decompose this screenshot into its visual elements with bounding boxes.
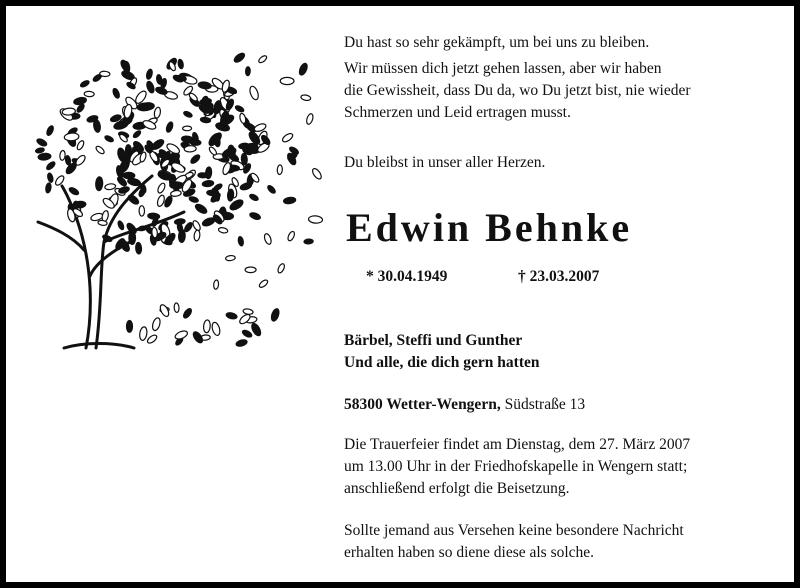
leaf-icon xyxy=(280,77,294,84)
leaf-icon xyxy=(245,267,256,273)
leaf-icon xyxy=(227,189,234,201)
leaf-icon xyxy=(248,85,260,101)
leaf-icon xyxy=(225,255,235,261)
leaf-icon xyxy=(194,230,201,241)
leaf-icon xyxy=(245,67,250,76)
leaf-icon xyxy=(117,220,125,231)
leaf-icon xyxy=(36,137,48,147)
intro-paragraph-line: Wir müssen dich jetzt gehen lassen, aber wir haben xyxy=(344,60,662,77)
leaf-icon xyxy=(225,312,237,320)
leaf-icon xyxy=(227,152,240,163)
intro-paragraph-line: Schmerzen und Leid ertragen musst. xyxy=(344,104,571,121)
leaf-icon xyxy=(249,211,262,220)
ceremony-line: um 13.00 Uhr in der Friedhofskapelle in Wengern statt; xyxy=(344,458,688,475)
leaf-icon xyxy=(311,167,323,180)
address-street: Südstraße 13 xyxy=(500,396,586,413)
leaf-icon xyxy=(159,303,171,317)
footnote-line: erhalten haben so diene diese als solche. xyxy=(344,544,595,561)
leaf-icon xyxy=(246,143,258,149)
leaf-icon xyxy=(104,135,115,144)
leaf-icon xyxy=(146,334,158,345)
leaf-icon xyxy=(170,190,181,197)
leaf-icon xyxy=(165,121,174,133)
leaf-icon xyxy=(189,153,201,165)
leaf-icon xyxy=(145,68,153,79)
leaf-icon xyxy=(145,80,155,94)
leaf-icon xyxy=(287,230,296,241)
leaf-icon xyxy=(270,308,281,323)
leaf-icon xyxy=(104,183,116,190)
leaf-icon xyxy=(188,196,199,204)
ceremony-line: anschließend erfolgt die Beisetzung. xyxy=(344,480,570,497)
leaf-icon xyxy=(174,329,189,340)
footnote xyxy=(344,520,784,564)
leaf-icon xyxy=(208,146,218,156)
birth-date: * 30.04.1949 xyxy=(366,268,448,285)
leaf-icon xyxy=(249,193,260,202)
leaf-icon xyxy=(202,180,214,187)
leaf-icon xyxy=(74,154,87,167)
ceremony-line: Die Trauerfeier findet am Dienstag, dem 27. März 2007 xyxy=(344,436,691,453)
leaf-icon xyxy=(198,173,208,179)
leaf-icon xyxy=(45,160,56,171)
death-date: † 23.03.2007 xyxy=(518,268,600,285)
leaf-icon xyxy=(84,91,94,97)
leaf-icon xyxy=(183,110,193,118)
leaf-icon xyxy=(139,326,148,341)
mourner-line: Und alle, die dich gern hatten xyxy=(344,354,540,371)
leaf-icon xyxy=(177,59,184,69)
leaf-icon xyxy=(93,119,102,133)
intro-paragraph xyxy=(344,58,784,124)
leaf-icon xyxy=(59,150,65,160)
leaf-icon xyxy=(277,263,286,274)
leaf-icon xyxy=(235,339,248,348)
leaf-icon xyxy=(127,193,141,206)
leaf-icon xyxy=(35,147,45,154)
leaf-icon xyxy=(221,162,231,176)
closing-line: Du bleibst in unser aller Herzen. xyxy=(344,154,546,171)
deceased-name: Edwin Behnke xyxy=(346,205,633,250)
leaf-icon xyxy=(170,182,184,189)
leaf-icon xyxy=(45,182,52,193)
mourners-list xyxy=(344,330,784,374)
leaf-icon xyxy=(198,81,212,90)
leaf-icon xyxy=(151,227,157,238)
leaf-icon xyxy=(79,79,90,88)
intro-line: Du hast so sehr gekämpft, um bei uns zu bleiben. xyxy=(344,34,650,51)
leaf-icon xyxy=(112,87,121,99)
leaf-icon xyxy=(73,96,87,106)
leaf-icon xyxy=(151,317,161,331)
leaf-icon xyxy=(68,186,80,196)
leaf-icon xyxy=(64,133,79,142)
leaf-icon xyxy=(95,145,106,155)
intro-paragraph-line: die Gewissheit, dass Du da, wo Du jetzt bist, nie wieder xyxy=(344,82,691,99)
leaf-icon xyxy=(118,186,130,195)
leaf-icon xyxy=(132,130,142,139)
leaf-icon xyxy=(126,320,132,332)
leaf-icon xyxy=(163,195,173,208)
leaf-icon xyxy=(100,71,111,77)
footnote-line: Sollte jemand aus Versehen keine besondere Nachricht xyxy=(344,522,684,539)
leaf-icon xyxy=(266,184,276,194)
leaf-icon xyxy=(157,170,173,182)
leaf-icon xyxy=(76,140,85,151)
leaf-icon xyxy=(156,194,165,207)
mourner-line: Bärbel, Steffi und Gunther xyxy=(344,332,523,349)
leaf-icon xyxy=(300,94,311,101)
leaf-icon xyxy=(150,138,165,152)
leaf-icon xyxy=(234,104,245,113)
address xyxy=(344,394,784,416)
leaf-icon xyxy=(203,320,211,333)
leaf-icon xyxy=(233,51,247,64)
leaf-icon xyxy=(298,62,309,76)
leaf-icon xyxy=(237,236,244,246)
leaf-icon xyxy=(218,227,228,234)
leaf-icon xyxy=(258,279,269,289)
leaf-icon xyxy=(304,239,314,244)
leaf-icon xyxy=(174,303,179,313)
leaf-icon xyxy=(213,280,219,290)
leaf-icon xyxy=(305,113,314,125)
ceremony-info xyxy=(344,434,784,500)
leaf-icon xyxy=(47,172,54,183)
leaf-icon xyxy=(127,177,141,187)
leaf-icon xyxy=(281,132,294,144)
leaf-icon xyxy=(263,233,272,245)
leaf-icon xyxy=(125,144,132,156)
leaf-icon xyxy=(184,145,196,152)
leaf-icon xyxy=(277,165,283,175)
leaf-icon xyxy=(182,307,193,319)
leaf-icon xyxy=(308,215,322,223)
leaf-icon xyxy=(54,174,65,186)
leaf-icon xyxy=(95,177,103,191)
leaf-icon xyxy=(45,125,54,137)
leaf-icon xyxy=(156,182,166,194)
leaf-icon xyxy=(190,140,201,146)
leaf-icon xyxy=(135,242,142,254)
leaf-icon xyxy=(98,220,108,226)
leaf-icon xyxy=(258,54,268,63)
leaf-icon xyxy=(139,206,145,216)
leaf-icon xyxy=(154,107,162,119)
leaf-icon xyxy=(194,202,209,215)
leaf-icon xyxy=(188,92,199,102)
leaf-icon xyxy=(38,153,52,161)
leaf-icon xyxy=(65,155,72,165)
leaf-icon xyxy=(238,313,252,326)
leaf-icon xyxy=(283,196,296,204)
leaf-icon xyxy=(123,172,135,179)
leaf-icon xyxy=(239,113,247,124)
leaf-icon xyxy=(211,321,221,336)
address-city: 58300 Wetter-Wengern, xyxy=(344,396,501,413)
leaf-icon xyxy=(241,329,253,339)
tree-illustration xyxy=(24,36,334,356)
leaf-icon xyxy=(213,183,223,192)
leaf-icon xyxy=(183,126,192,131)
